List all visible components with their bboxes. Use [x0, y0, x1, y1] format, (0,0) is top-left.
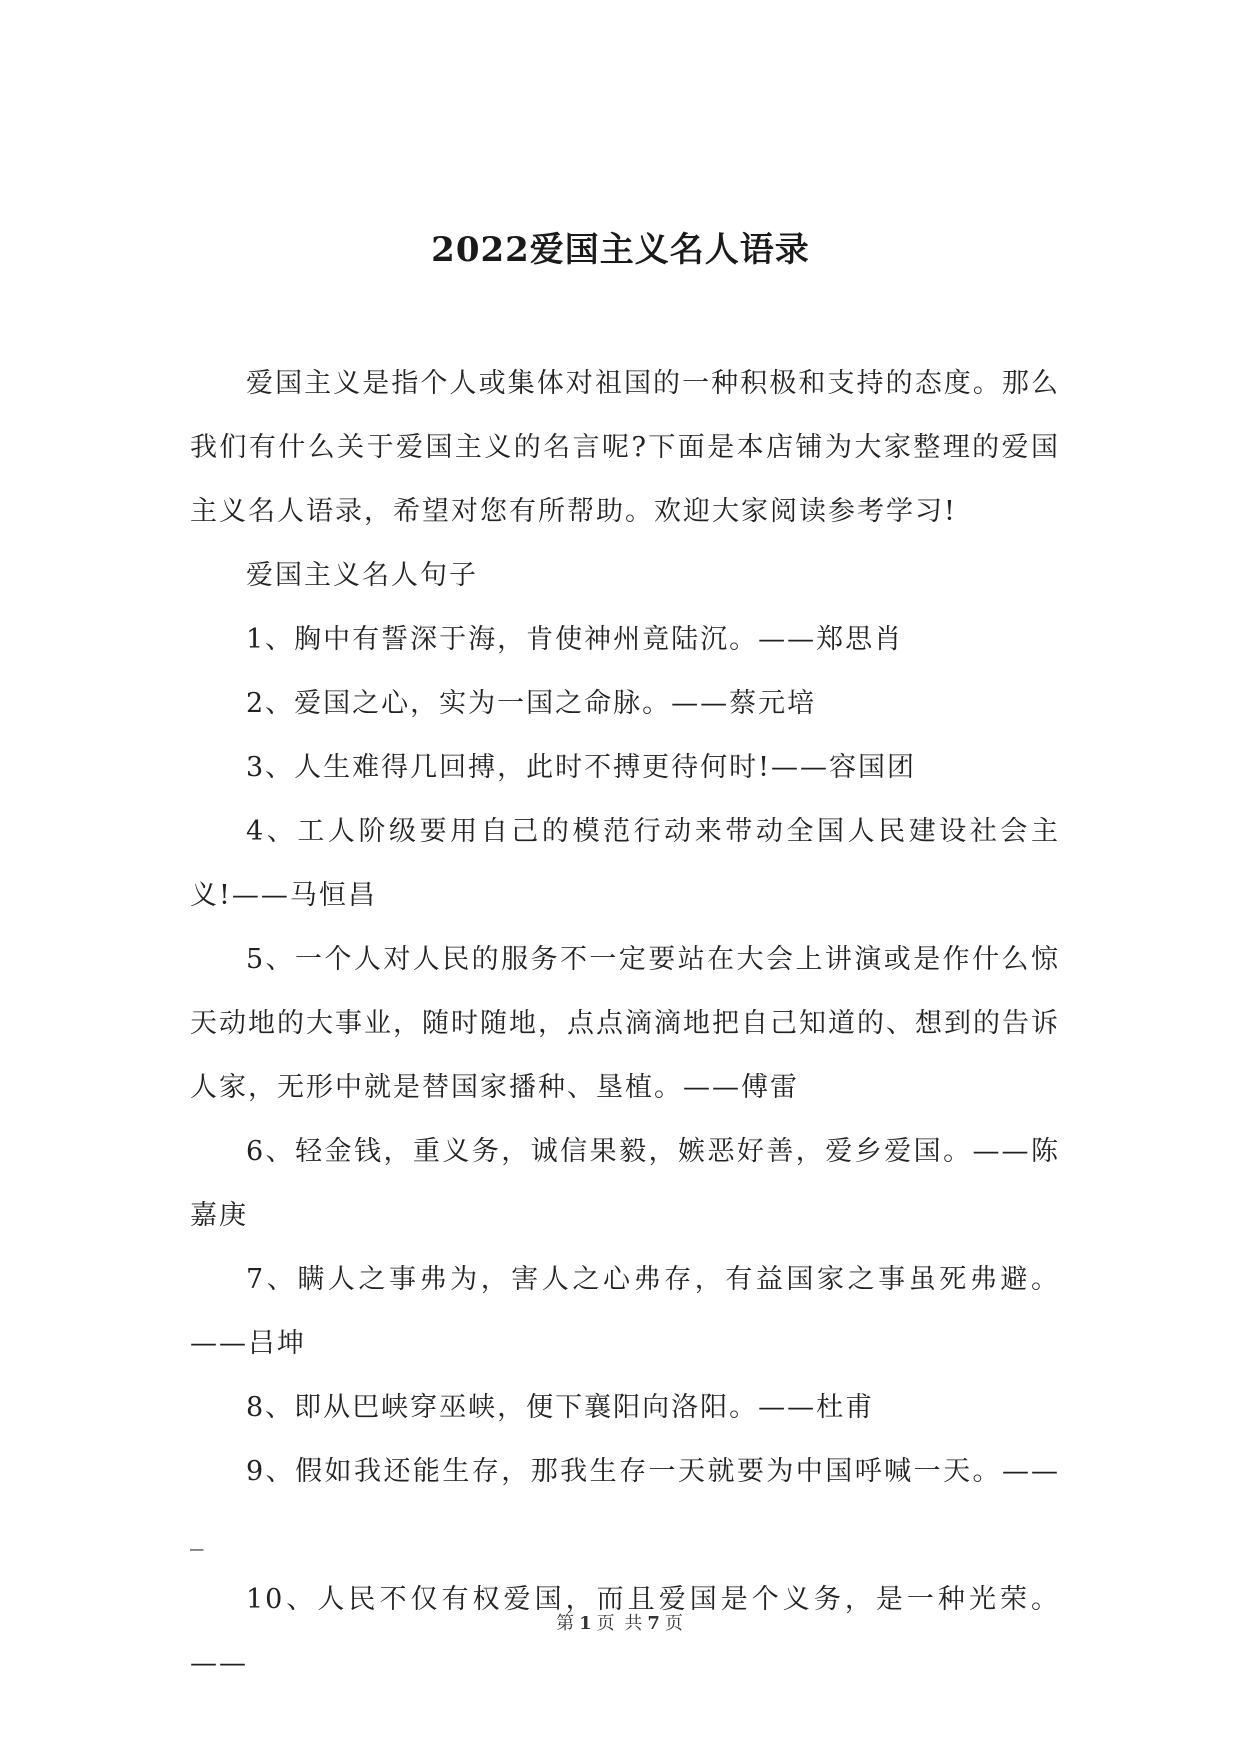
quote-item: 8、即从巴峡穿巫峡，便下襄阳向洛阳。——杜甫 — [246, 1392, 875, 1423]
quote-item: 9、假如我还能生存，那我生存一天就要为中国呼喊一天。——_ — [190, 1456, 1060, 1551]
quote-item: 2、爱国之心，实为一国之命脉。——蔡元培 — [246, 688, 817, 719]
page-footer — [0, 1609, 1241, 1635]
document-title: 2022爱国主义名人语录 — [431, 230, 810, 270]
footer-middle: 页 共 — [596, 1613, 645, 1634]
quote-item: 1、胸中有誓深于海，肯使神州竟陆沉。——郑思肖 — [246, 624, 904, 655]
document-body — [190, 352, 1060, 1696]
footer-suffix: 页 — [664, 1613, 685, 1634]
section-heading: 爱国主义名人句子 — [246, 560, 478, 591]
footer-page-number: 1 — [579, 1613, 594, 1634]
quote-item: 10、人民不仅有权爱国，而且爱国是个义务，是一种光荣。—— — [190, 1584, 1060, 1679]
intro-paragraph: 爱国主义是指个人或集体对祖国的一种积极和支持的态度。那么我们有什么关于爱国主义的名言呢?下面是本店铺为大家整理的爱国主义名人语录，希望对您有所帮助。欢迎大家阅读参考学习! — [190, 368, 1060, 527]
quote-item: 4、工人阶级要用自己的模范行动来带动全国人民建设社会主义!——马恒昌 — [190, 816, 1060, 911]
quote-item: 5、一个人对人民的服务不一定要站在大会上讲演或是作什么惊天动地的大事业，随时随地，点点滴滴地把自己知道的、想到的告诉人家，无形中就是替国家播种、垦植。——傅雷 — [190, 944, 1060, 1103]
quote-item: 6、轻金钱，重义务，诚信果毅，嫉恶好善，爱乡爱国。——陈嘉庚 — [190, 1136, 1060, 1231]
quote-item: 3、人生难得几回搏，此时不搏更待何时!——容国团 — [246, 752, 917, 783]
footer-prefix: 第 — [556, 1613, 577, 1634]
footer-total-pages: 7 — [647, 1613, 662, 1634]
quote-item: 7、瞒人之事弗为，害人之心弗存，有益国家之事虽死弗避。——吕坤 — [190, 1264, 1060, 1359]
